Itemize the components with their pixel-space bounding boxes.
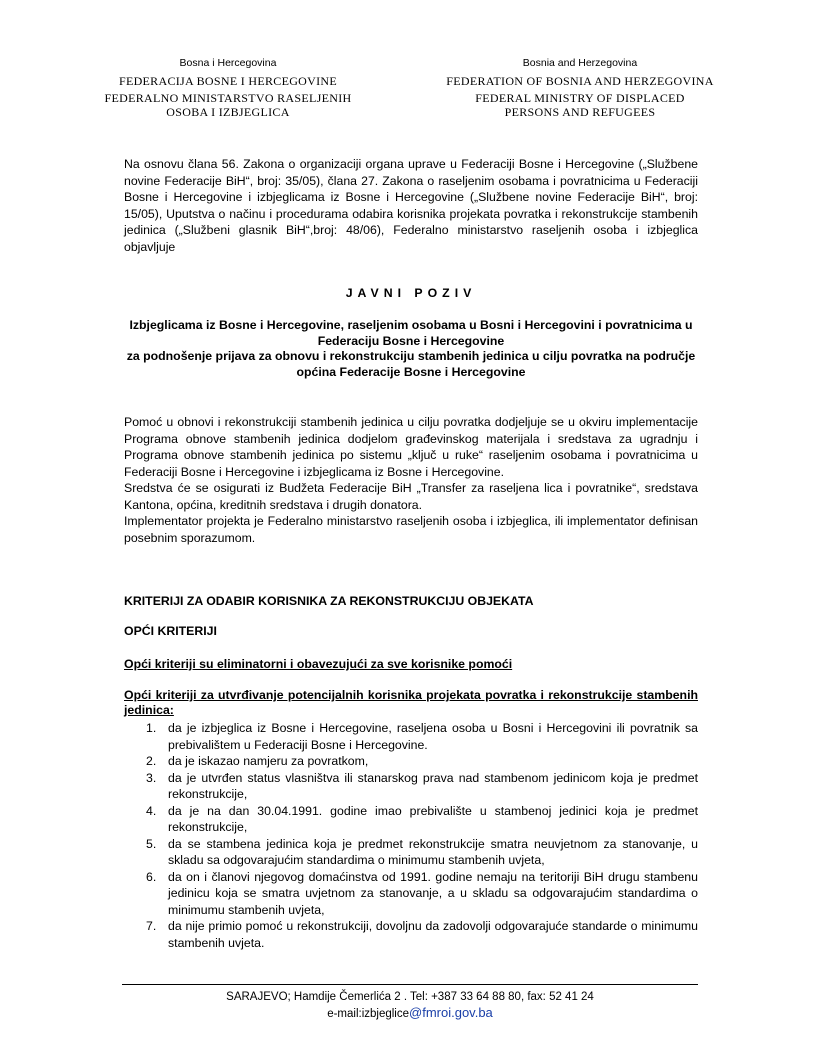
criteria-list-heading: Opći kriteriji za utvrđivanje potencijalnih korisnika projekata povratka i rekonstrukcije stambenih jedinica: [124, 688, 698, 717]
header-left-ministry-line1: FEDERALNO MINISTARSTVO RASELJENIH [104, 91, 352, 105]
header-left-ministry-line2: OSOBA I IZBJEGLICA [166, 105, 290, 119]
list-item [124, 803, 698, 836]
list-item-number: 7. [146, 919, 157, 933]
list-item [124, 770, 698, 803]
header-right-ministry-line2: PERSONS AND REFUGEES [504, 105, 656, 119]
body-section [124, 414, 698, 546]
subtitle-line2: za podnošenje prijava za obnovu i rekonstrukciju stambenih jedinica u cilju povratka na područje općina Federacije Bosne i Hercegovine [126, 349, 696, 379]
list-item [124, 720, 698, 753]
footer-divider [122, 984, 698, 985]
list-item-number: 1. [146, 721, 157, 735]
header-right-ministry-line1: FEDERAL MINISTRY OF DISPLACED [475, 91, 685, 105]
footer-email[interactable] [122, 1005, 698, 1022]
list-item [124, 753, 698, 770]
footer-email-domain[interactable]: @fmroi.gov.ba [409, 1005, 493, 1020]
header-right-country: Bosnia and Herzegovina [522, 57, 638, 69]
header-left-country: Bosna i Hercegovina [179, 57, 277, 69]
body-paragraph-1: Pomoć u obnovi i rekonstrukciji stambenih jedinica u cilju povratka dodjeljuje se u okviru implementacije Programa obnove stambenih jedinica dodjelom građevinskog materijala i sredstava za ugradnju i Programa obnove stambenih jedinica po sistemu „ključ u ruke“ raseljenim osobama i povratnicima u Federaciji Bosne i Hercegovine i izbjeglicama iz Bosne i Hercegovine. [124, 415, 698, 479]
criteria-list [124, 720, 698, 951]
header-left [78, 56, 378, 119]
document-title: JAVNI POZIV [345, 286, 477, 300]
footer-email-prefix: e-mail:izbjeglice [327, 1008, 410, 1020]
header-right-federation: FEDERATION OF BOSNIA AND HERZEGOVINA [446, 74, 714, 88]
criteria-heading: KRITERIJI ZA ODABIR KORISNIKA ZA REKONSTRUKCIJU OBJEKATA [124, 594, 534, 608]
list-item-text: da se stambena jedinica koja je predmet rekonstrukcije smatra neuvjetnom za stanovanje, u skladu sa odgovarajućim standardima o minimumu stambenih uvjeta, [168, 836, 698, 867]
list-item-text: da nije primio pomoć u rekonstrukciji, dovoljnu da zadovolji odgovarajuće standarde o minimumu stambenih uvjeta. [168, 919, 698, 950]
list-item-number: 6. [146, 869, 157, 884]
list-item-number: 3. [146, 770, 157, 785]
list-item-text: da je utvrđen status vlasništva ili stanarskog prava nad stambenom jedinicom koja je predmet rekonstrukcije, [168, 770, 698, 801]
list-item-text: da je iskazao namjeru za povratkom, [168, 754, 369, 768]
list-item [124, 918, 698, 951]
header-right [420, 56, 740, 119]
list-item-text: da je na dan 30.04.1991. godine imao prebivalište u stambenoj jedinici koja je predmet rekonstrukcije, [168, 803, 698, 834]
list-item-number: 5. [146, 836, 157, 851]
list-item-number: 4. [146, 803, 157, 818]
criteria-note: Opći kriteriji su eliminatorni i obavezujući za sve korisnike pomoći [124, 657, 513, 671]
subtitle-line1: Izbjeglicama iz Bosne i Hercegovine, raseljenim osobama u Bosni i Hercegovini i povratnicima u Federaciju Bosne i Hercegovine [129, 318, 693, 348]
footer-address: SARAJEVO; Hamdije Čemerlića 2 . Tel: +387 33 64 88 80, fax: 52 41 24 [226, 991, 594, 1003]
body-paragraph-3: Implementator projekta je Federalno ministarstvo raseljenih osoba i izbjeglica, ili implementator definisan posebnim sporazumom. [124, 514, 698, 545]
list-item [124, 836, 698, 869]
document-subtitle [124, 318, 698, 380]
list-item [124, 869, 698, 919]
body-paragraph-2: Sredstva će se osigurati iz Budžeta Federacije BiH „Transfer za raseljena lica i povratnike“, sredstava Kantona, općina, kreditnih sredstava i drugih donatora. [124, 481, 698, 512]
list-item-number: 2. [146, 754, 157, 768]
list-item-text: da je izbjeglica iz Bosne i Hercegovine, raseljena osoba u Bosni i Hercegovini ili povratnik sa prebivalištem u Federaciji Bosne i Hercegovine. [168, 721, 698, 752]
general-criteria-heading: OPĆI KRITERIJI [124, 624, 217, 638]
list-item-text: da on i članovi njegovog domaćinstva od 1991. godine nemaju na teritoriji BiH drugu stambenu jedinicu koja se smatra uvjetnom za stanovanje, a u skladu sa odgovarajućim standardima o minimumu stambenih uvjeta, [168, 869, 698, 917]
intro-paragraph: Na osnovu člana 56. Zakona o organizaciji organa uprave u Federaciji Bosne i Hercegovine („Službene novine Federacije BiH“, broj: 35/05), člana 27. Zakona o raseljenim osobama i povratnicima u Federaciji Bosne i Hercegovine i izbjeglicama iz Bosne i Hercegovine („Službene novine Federacije BiH“, broj: 15/05), Uputstva o načinu i procedurama odabira korisnika projekata povratka i rekonstrukcije stambenih jedinica („Službeni glasnik BiH“,broj: 48/06), Federalno ministarstvo raseljenih osoba i izbjeglica objavljuje [124, 157, 698, 254]
header-left-federation: FEDERACIJA BOSNE I HERCEGOVINE [118, 74, 337, 88]
